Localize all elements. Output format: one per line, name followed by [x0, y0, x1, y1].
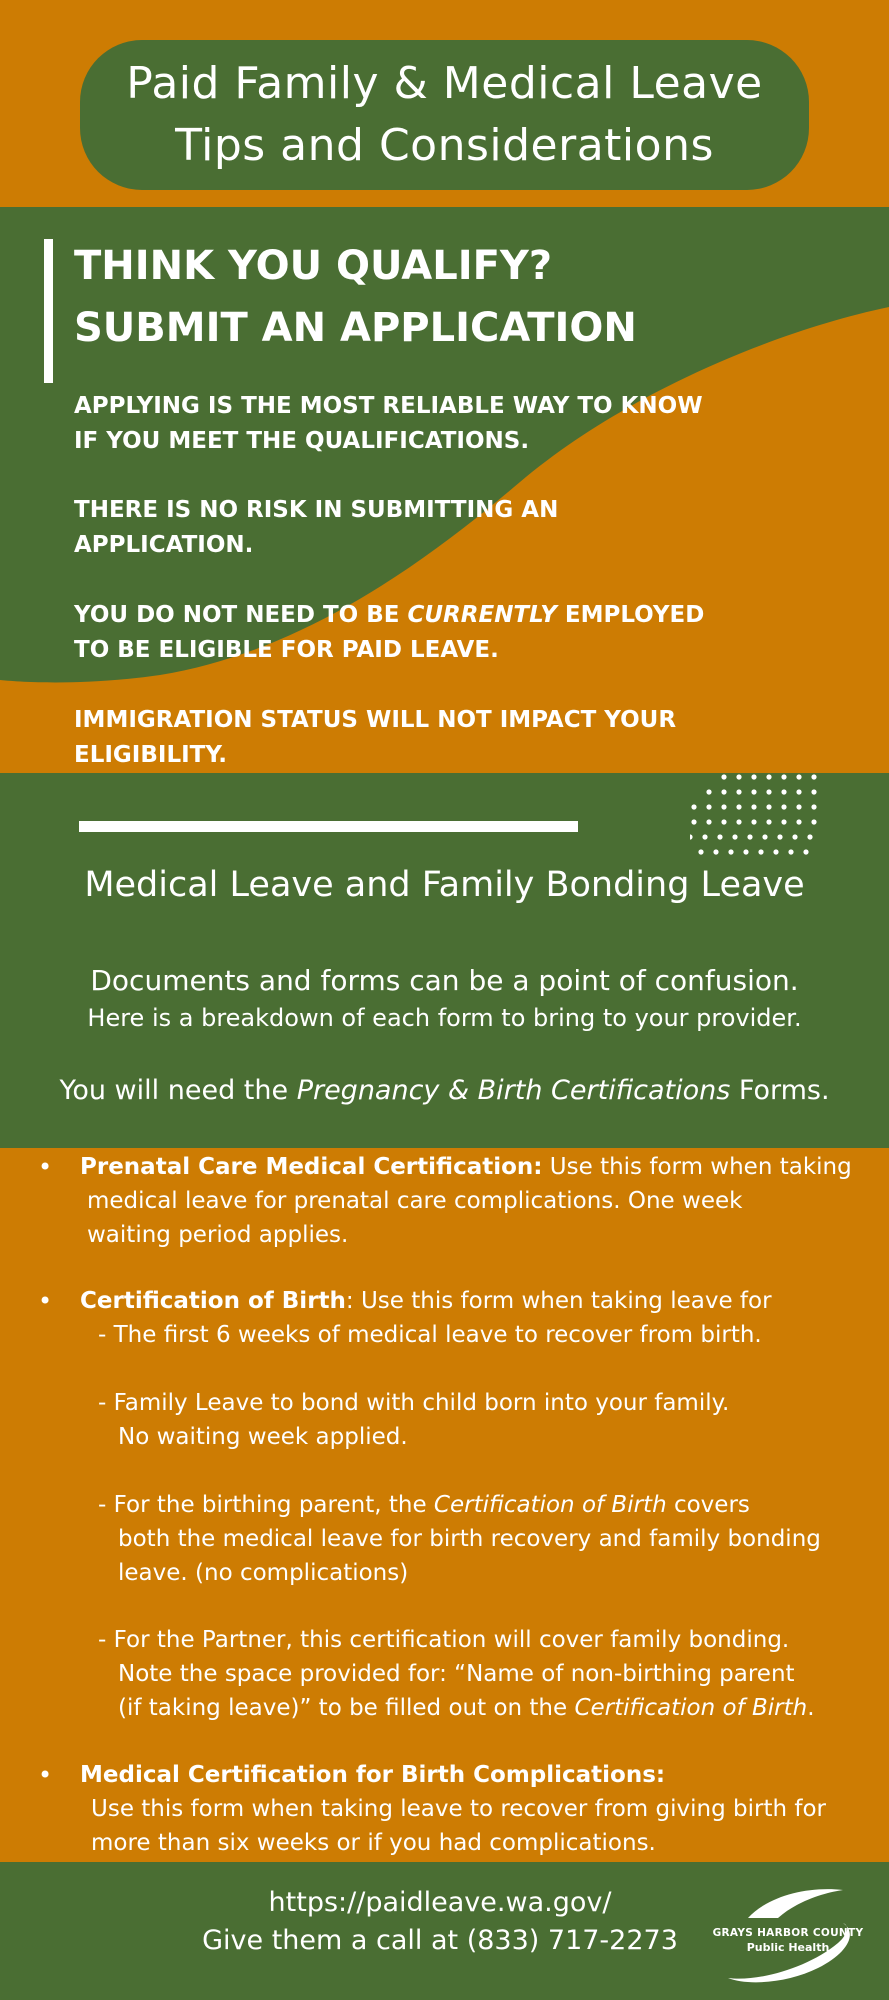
heading-accent-bar — [44, 239, 53, 383]
bullet-birth: • — [38, 1287, 53, 1315]
birth-sub4-post: . — [807, 1695, 815, 1721]
birth-sub4-line3 — [118, 1691, 815, 1725]
decor-dot — [762, 834, 767, 839]
birth-sub3-emphasis: Certification of Birth — [433, 1492, 667, 1518]
qualify-point-no-risk-line1: THERE IS NO RISK IN SUBMITTING AN — [74, 497, 559, 523]
decor-dot — [811, 774, 816, 779]
decor-dot — [781, 774, 786, 779]
need-pre: You will need the — [59, 1075, 297, 1106]
decor-dot — [706, 804, 711, 809]
medical-leave-section — [0, 773, 889, 1148]
decor-dot — [773, 849, 778, 854]
birth-sub3-line2: both the medical leave for birth recovery and family bonding — [118, 1526, 821, 1552]
decor-dot — [728, 849, 733, 854]
dot-pattern-decoration — [690, 773, 860, 873]
birth-sub3-line1 — [98, 1488, 750, 1522]
prenatal-line3: waiting period applies. — [87, 1222, 349, 1248]
bullet-prenatal: • — [38, 1153, 53, 1181]
header-banner — [0, 0, 889, 207]
decor-dot — [796, 789, 801, 794]
decor-dot — [691, 819, 696, 824]
qualify-point-immigration-line1: IMMIGRATION STATUS WILL NOT IMPACT YOUR — [74, 707, 677, 733]
qualify-point-no-risk — [74, 493, 794, 563]
logo-health-text: Public Health — [746, 1941, 830, 1954]
decor-dot — [721, 789, 726, 794]
qualify-point-reliable — [74, 389, 794, 459]
decor-dot — [706, 819, 711, 824]
qualify-point-immigration-line2: ELIGIBILITY. — [74, 742, 227, 768]
logo-county-text: GRAYS HARBOR COUNTY — [712, 1927, 864, 1939]
page-title-line2: Tips and Considerations — [175, 120, 714, 171]
complications-label: Medical Certification for Birth Complications: — [80, 1762, 666, 1788]
medical-subtitle-confusion: Documents and forms can be a point of confusion. — [90, 964, 799, 997]
decor-dot — [788, 849, 793, 854]
decor-dot — [698, 849, 703, 854]
qualify-heading-line1: THINK YOU QUALIFY? — [74, 243, 553, 289]
qualify-heading-line2: SUBMIT AN APPLICATION — [74, 305, 637, 351]
qualify-point-employed-line1 — [74, 598, 794, 633]
decor-dot — [796, 819, 801, 824]
birth-sub4-line2: Note the space provided for: “Name of non-birthing parent — [118, 1661, 795, 1687]
decor-dot — [747, 834, 752, 839]
decor-dot — [796, 804, 801, 809]
decor-dot — [702, 834, 707, 839]
bullet-complications: • — [38, 1761, 53, 1789]
qualify-point-no-risk-line2: APPLICATION. — [74, 532, 254, 558]
decor-dot — [713, 849, 718, 854]
grays-harbor-logo — [708, 1878, 868, 1988]
decor-dot — [743, 849, 748, 854]
birth-line1 — [80, 1284, 772, 1318]
employed-emphasis: CURRENTLY — [407, 602, 557, 628]
qualify-point-employed — [74, 598, 794, 668]
decor-dot — [781, 789, 786, 794]
decor-dot — [777, 834, 782, 839]
birth-text1: : Use this form when taking leave for — [345, 1288, 772, 1314]
footer — [0, 1862, 889, 2000]
decor-dot — [736, 819, 741, 824]
decor-dot — [803, 849, 808, 854]
qualify-point-reliable-line2: IF YOU MEET THE QUALIFICATIONS. — [74, 428, 530, 454]
birth-sub3-pre: - For the birthing parent, the — [98, 1492, 434, 1518]
decor-dot — [751, 774, 756, 779]
birth-sub4-pre: (if taking leave)” to be filled out on the — [118, 1695, 575, 1721]
divider-line — [79, 821, 578, 832]
phone-call-text: Give them a call at (833) 717-2273 — [202, 1925, 678, 1956]
decor-dot — [751, 819, 756, 824]
decor-dot — [736, 774, 741, 779]
decor-dot — [811, 819, 816, 824]
qualify-point-immigration — [74, 703, 794, 773]
decor-dot — [721, 804, 726, 809]
need-post: Forms. — [730, 1075, 830, 1106]
decor-dot — [717, 834, 722, 839]
complications-line2: Use this form when taking leave to recover from giving birth for — [91, 1796, 826, 1822]
decor-dot — [811, 789, 816, 794]
decor-dot — [690, 834, 693, 839]
decor-dot — [732, 834, 737, 839]
page-title-line1: Paid Family & Medical Leave — [126, 58, 763, 109]
medical-title: Medical Leave and Family Bonding Leave — [84, 865, 805, 905]
birth-sub4-emphasis: Certification of Birth — [574, 1695, 808, 1721]
decor-dot — [781, 804, 786, 809]
decor-dot — [706, 789, 711, 794]
decor-dot — [721, 774, 726, 779]
decor-dot — [751, 789, 756, 794]
decor-dot — [758, 849, 763, 854]
birth-sub2-line2: No waiting week applied. — [118, 1424, 408, 1450]
prenatal-text1: Use this form when taking — [542, 1154, 852, 1180]
medical-subtitle-breakdown: Here is a breakdown of each form to bring to your provider. — [87, 1004, 802, 1032]
decor-dot — [736, 804, 741, 809]
qualify-section — [0, 207, 889, 773]
employed-pre: YOU DO NOT NEED TO BE — [74, 602, 408, 628]
forms-list — [0, 1148, 889, 1862]
birth-sub2-line1: - Family Leave to bond with child born into your family. — [98, 1390, 730, 1416]
qualify-point-employed-line2: TO BE ELIGIBLE FOR PAID LEAVE. — [74, 637, 499, 663]
birth-label: Certification of Birth — [80, 1288, 346, 1314]
decor-dot — [751, 804, 756, 809]
qualify-heading — [74, 235, 637, 359]
medical-need-forms — [0, 1073, 889, 1109]
birth-sub3-line3: leave. (no complications) — [118, 1560, 409, 1586]
prenatal-label: Prenatal Care Medical Certification: — [80, 1154, 543, 1180]
prenatal-line2: medical leave for prenatal care complications. One week — [87, 1188, 743, 1214]
complications-line1 — [80, 1758, 665, 1792]
decor-dot — [766, 774, 771, 779]
decor-dot — [736, 789, 741, 794]
qualify-point-reliable-line1: APPLYING IS THE MOST RELIABLE WAY TO KNOW — [74, 393, 703, 419]
decor-dot — [721, 819, 726, 824]
decor-dot — [766, 804, 771, 809]
need-emphasis: Pregnancy & Birth Certifications — [296, 1075, 731, 1106]
decor-dot — [766, 819, 771, 824]
birth-sub1: - The first 6 weeks of medical leave to recover from birth. — [98, 1322, 762, 1348]
decor-dot — [792, 834, 797, 839]
birth-sub4-line1: - For the Partner, this certification will cover family bonding. — [98, 1627, 790, 1653]
birth-sub3-post: covers — [666, 1492, 750, 1518]
title-pill — [80, 40, 809, 190]
employed-post: EMPLOYED — [556, 602, 705, 628]
decor-dot — [781, 819, 786, 824]
decor-dot — [766, 789, 771, 794]
decor-dot — [691, 804, 696, 809]
paidleave-link[interactable]: https://paidleave.wa.gov/ — [268, 1887, 612, 1918]
decor-dot — [807, 834, 812, 839]
decor-dot — [796, 774, 801, 779]
decor-dot — [811, 804, 816, 809]
complications-line3: more than six weeks or if you had complications. — [91, 1830, 656, 1856]
prenatal-line1 — [80, 1150, 852, 1184]
